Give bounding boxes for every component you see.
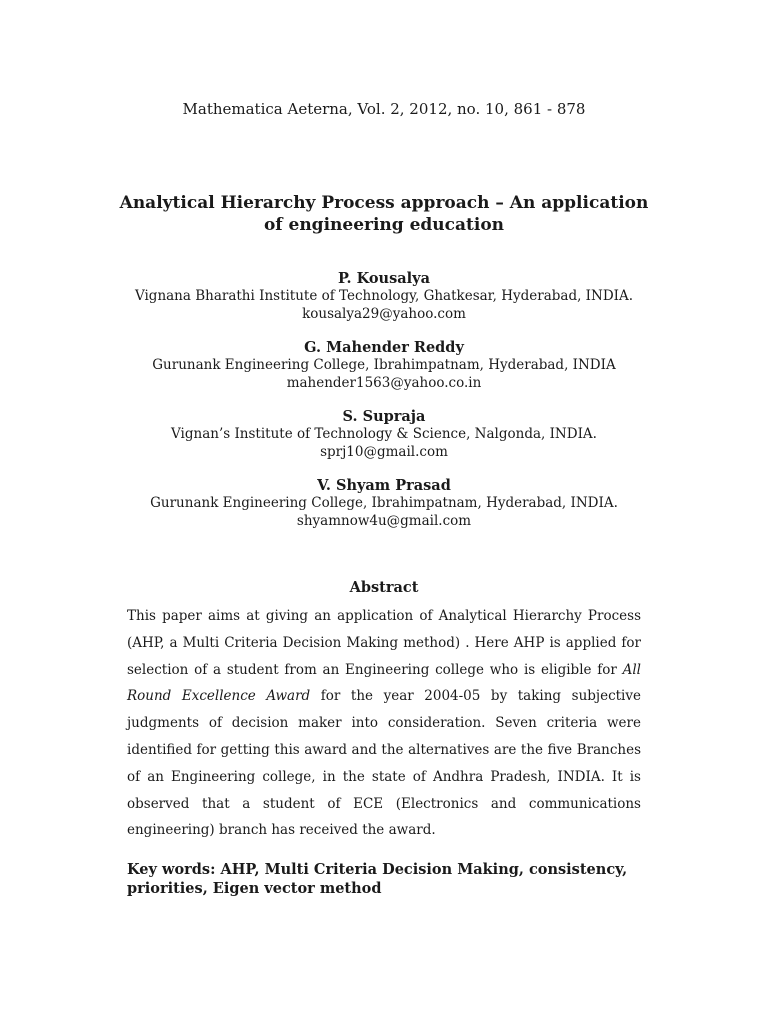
paper-title-line-1: Analytical Hierarchy Process approach – An application (119, 193, 649, 213)
author-block (0, 270, 768, 323)
author-name: V. Shyam Prasad (317, 477, 451, 494)
paper-title (100, 192, 668, 236)
abstract-heading: Abstract (349, 579, 419, 596)
keywords (127, 860, 641, 898)
author-affiliation: Gurunank Engineering College, Ibrahimpatnam, Hyderabad, INDIA (152, 357, 616, 373)
keywords-label: Key words: (127, 861, 221, 878)
author-block (0, 477, 768, 530)
paper-title-line-2: of engineering education (263, 215, 505, 235)
abstract-body (127, 603, 641, 844)
abstract-text-start: This paper aims at giving an application of Analytical Hierarchy Process (AHP, a Multi Criteria Decision Making method) . Here AHP is applied for selection of a student from an Engineering college who is eligible for (127, 608, 641, 678)
author-list (0, 270, 768, 546)
author-affiliation: Vignan’s Institute of Technology & Science, Nalgonda, INDIA. (171, 426, 597, 442)
journal-reference: Mathematica Aeterna, Vol. 2, 2012, no. 10, 861 - 878 (182, 100, 586, 118)
author-affiliation: Vignana Bharathi Institute of Technology, Ghatkesar, Hyderabad, INDIA. (134, 288, 634, 304)
author-email: sprj10@gmail.com (320, 443, 448, 460)
keywords-text: AHP, Multi Criteria Decision Making, consistency, priorities, Eigen vector method (127, 861, 628, 897)
author-name: S. Supraja (342, 408, 426, 425)
award-name: All Round Excellence Award (127, 661, 641, 705)
author-name: G. Mahender Reddy (304, 339, 464, 356)
author-name: P. Kousalya (338, 270, 430, 287)
abstract-text-end: for the year 2004-05 by taking subjective judgments of decision maker into consideration. Seven criteria were identified for getting this award and the alternatives are the five Branches of an Engineering college, in the state of Andhra Pradesh, INDIA. It is observed that a student of ECE (Electronics and communications engineering) branch has received the award. (127, 688, 641, 839)
author-email: kousalya29@yahoo.com (302, 305, 466, 322)
author-block (0, 408, 768, 461)
author-block (0, 339, 768, 392)
author-affiliation: Gurunank Engineering College, Ibrahimpatnam, Hyderabad, INDIA. (150, 495, 618, 511)
author-email: mahender1563@yahoo.co.in (286, 374, 482, 391)
author-email: shyamnow4u@gmail.com (296, 512, 472, 529)
